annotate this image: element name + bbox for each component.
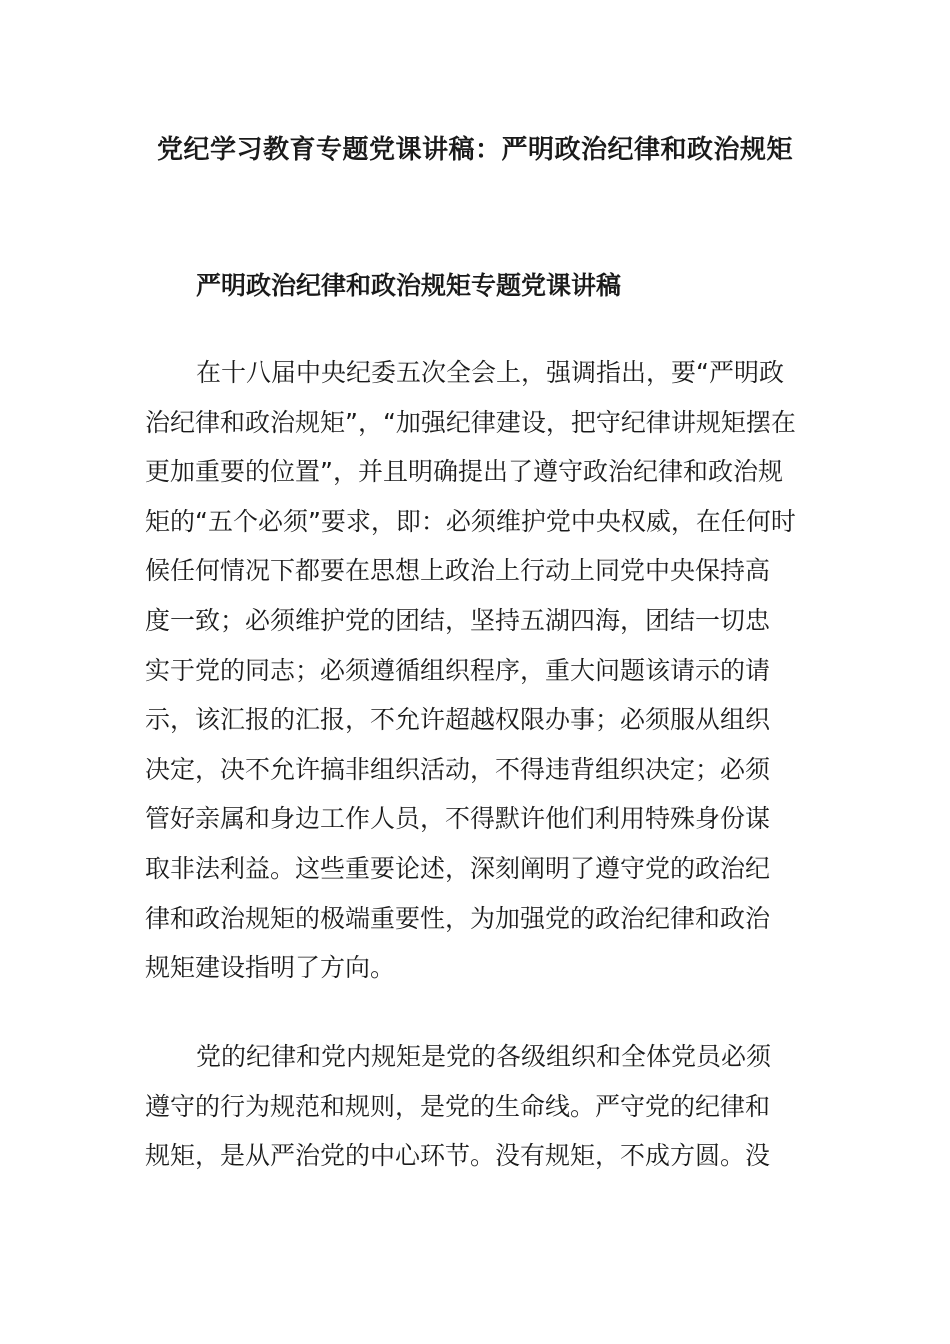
paragraph-line: 遵守的行为规范和规则，是党的生命线。严守党的纪律和 (145, 1091, 771, 1121)
paragraph-line: 党的纪律和党内规矩是党的各级组织和全体党员必须 (196, 1042, 772, 1071)
paragraph-line: 规矩，是从严治党的中心环节。没有规矩，不成方圆。没 (145, 1141, 771, 1171)
section-heading: 严明政治纪律和政治规矩专题党课讲稿 (196, 271, 622, 300)
paragraph-line: 管好亲属和身边工作人员，不得默许他们利用特殊身份谋 (145, 804, 771, 834)
paragraph-line: 更加重要的位置”，并且明确提出了遵守政治纪律和政治规 (145, 457, 783, 487)
paragraph-line: 候任何情况下都要在思想上政治上行动上同党中央保持高 (145, 556, 771, 586)
paragraph-line: 在十八届中央纪委五次全会上，强调指出，要“严明政 (196, 358, 784, 387)
paragraph-line: 示，该汇报的汇报，不允许超越权限办事；必须服从组织 (145, 705, 771, 735)
paragraph-line: 治纪律和政治规矩”，“加强纪律建设，把守纪律讲规矩摆在 (145, 407, 796, 437)
body-paragraph-2 (145, 1032, 815, 1181)
document-title: 党纪学习教育专题党课讲稿：严明政治纪律和政治规矩 (156, 135, 793, 165)
paragraph-line: 律和政治规矩的极端重要性，为加强党的政治纪律和政治 (145, 903, 771, 933)
paragraph-line: 规矩建设指明了方向。 (145, 953, 396, 983)
paragraph-line: 决定，决不允许搞非组织活动，不得违背组织决定；必须 (145, 754, 771, 784)
paragraph-line: 矩的“五个必须”要求，即：必须维护党中央权威，在任何时 (145, 506, 796, 536)
paragraph-line: 实于党的同志；必须遵循组织程序，重大问题该请示的请 (145, 655, 771, 685)
body-paragraph-1 (145, 348, 815, 993)
paragraph-line: 度一致；必须维护党的团结，坚持五湖四海，团结一切忠 (145, 605, 771, 635)
paragraph-line: 取非法利益。这些重要论述，深刻阐明了遵守党的政治纪 (145, 853, 771, 883)
